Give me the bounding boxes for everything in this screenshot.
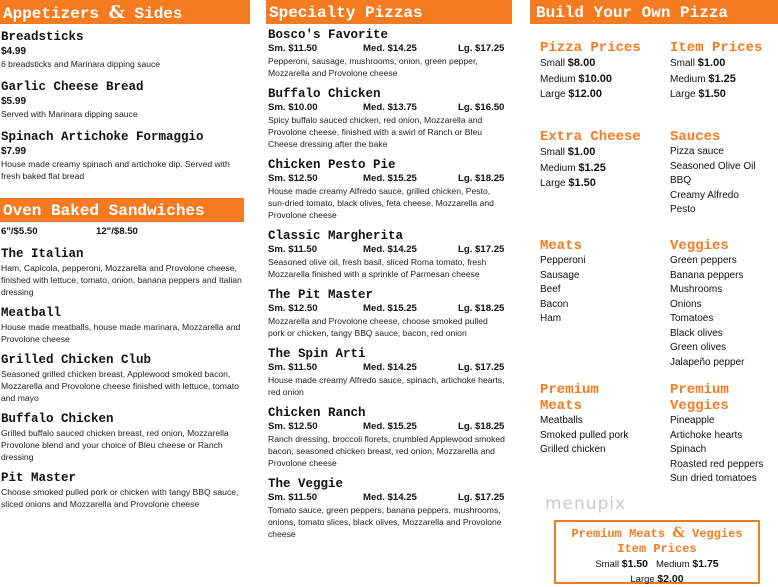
list-item: Spinach (670, 444, 707, 455)
list-item: Mushrooms (670, 284, 723, 295)
list-item: The Veggie Sm. $11.50 Med. $14.25 Lg. $17.25 Tomato sauce, green peppers, banana peppers, mushrooms, onions, tomato slices, black olives, Mozzarella and Provolone cheese (268, 477, 505, 539)
list-item: Chicken Pesto Pie Sm. $12.50 Med. $15.25 Lg. $18.25 House made creamy Alfredo sauce, grilled chicken, Pesto, sun-dried tomato, black olives, feta cheese, Mozzarella and Provolone cheese (268, 158, 505, 220)
list-item: Chicken Ranch Sm. $12.50 Med. $15.25 Lg. $18.25 Ranch dressing, broccoli florets, crumbled Applewood smoked bacon, seasoned chicken breast, red onion, Mozzarella and Provolone cheese (268, 406, 505, 468)
right-column (530, 0, 778, 24)
list-item: Spinach Artichoke Formaggio $7.99 House made creamy spinach and artichoke dip. Served with fresh baked flat bread (1, 130, 230, 181)
list-item: Buffalo Chicken Sm. $10.00 Med. $13.75 Lg. $16.50 Spicy buffalo sauced chicken, red onion, Mozzarella and Provolone cheese, finished with a swirl of Ranch or Bleu Cheese dressing after the bake (268, 87, 505, 149)
list-item: Meatball House made meatballs, house made marinara, Mozzarella and Provolone cheese (1, 306, 241, 344)
list-item: The Spin Arti Sm. $11.50 Med. $14.25 Lg. $17.25 House made creamy Alfredo sauce, spinach, artichoke hearts, red onion (268, 347, 505, 397)
list-item: Meatballs (540, 415, 583, 426)
list-item: Classic Margherita Sm. $11.50 Med. $14.25 Lg. $17.25 Seasoned olive oil, fresh basil, sliced Roma tomato, fresh Mozzarella finished with a sprinkle of Parmesan cheese (268, 229, 505, 279)
list-item: Smoked pulled pork (540, 429, 629, 441)
list-item: Pepperoni (540, 255, 586, 266)
appetizers-header: Appetizers & Sides (0, 0, 250, 24)
list-item: Banana peppers (670, 269, 744, 281)
list-item: Tomatoes (670, 313, 714, 324)
list-item: Pineapple (670, 415, 715, 426)
list-item: Grilled Chicken Club Seasoned grilled chicken breast, Applewood smoked bacon, Mozzarella and Provolone cheese finished with lettuce, tomato and mayo (1, 353, 239, 403)
premium-meats: Premium Meats Meatballs Smoked pulled pork Grilled chicken (540, 382, 628, 458)
list-item: Breadsticks $4.99 6 breadsticks and Marinara dipping sauce (1, 30, 161, 69)
sauces: Sauces Pizza sauce Seasoned Olive Oil BBQ Creamy Alfredo Pesto (670, 129, 756, 218)
list-item: Roasted red peppers (670, 458, 764, 470)
premium-prices-box: Premium Meats & Veggies Item Prices Small $1.50 Medium $1.75 Large $2.00 (554, 520, 760, 584)
list-item: Bacon (540, 298, 569, 310)
left-column (0, 0, 250, 510)
list-item: Black olives (670, 327, 723, 339)
list-item: Bosco's Favorite Sm. $11.50 Med. $14.25 Lg. $17.25 Pepperoni, sausage, mushrooms, onion, green pepper, Mozzarella and Provolone cheese (268, 28, 505, 78)
list-item: BBQ (670, 175, 692, 186)
extra-cheese: Extra Cheese Small $1.00 Medium $1.25 Large $1.50 (540, 129, 641, 189)
list-item: Ham (540, 313, 562, 324)
sandwich-sizes: 6"/$5.50 12"/$8.50 (1, 226, 138, 237)
premium-veggies: Premium Veggies Pineapple Artichoke hearts Spinach Roasted red peppers Sun dried tomatoes (670, 382, 763, 487)
list-item: The Italian Ham, Capicola, pepperoni, Mozzarella and Provolone cheese, finished with lettuce, tomato, onion, banana peppers and Italian dressing (1, 247, 242, 297)
list-item: Sausage (540, 269, 580, 281)
pizzas-header: Specialty Pizzas (266, 0, 512, 24)
item-prices: Item Prices Small $1.00 Medium $1.25 Large $1.50 (670, 40, 763, 100)
list-item: Beef (540, 284, 561, 295)
list-item: Pit Master Choose smoked pulled pork or chicken with tangy BBQ sauce, sliced onions and Mozzarella and Provolone cheese (1, 471, 239, 509)
sandwiches-header: Oven Baked Sandwiches (0, 198, 244, 222)
list-item: Green peppers (670, 255, 737, 266)
list-item: Garlic Cheese Bread $5.99 Served with Marinara dipping sauce (1, 80, 144, 119)
list-item: Pesto (670, 204, 696, 215)
list-item: Green olives (670, 342, 727, 353)
veggies: Veggies Green peppers Banana peppers Mushrooms Onions Tomatoes Black olives Green olives Jalapeño pepper (670, 238, 745, 370)
pizza-prices: Pizza Prices Small $8.00 Medium $10.00 Large $12.00 (540, 40, 641, 100)
list-item: Grilled chicken (540, 444, 606, 455)
list-item: Jalapeño pepper (670, 356, 745, 368)
list-item: Creamy Alfredo (670, 189, 739, 201)
middle-column (266, 0, 512, 540)
list-item: Sun dried tomatoes (670, 473, 757, 484)
list-item: Pizza sauce (670, 146, 724, 157)
meats: Meats Pepperoni Sausage Beef Bacon Ham (540, 238, 586, 327)
watermark: menupix (545, 494, 627, 514)
list-item: Buffalo Chicken Grilled buffalo sauced chicken breast, red onion, Mozzarella Provolone blend and your choice of Bleu cheese or Ranch dressing (1, 412, 229, 462)
list-item: Seasoned Olive Oil (670, 160, 756, 172)
pizza-list (266, 28, 512, 540)
list-item: Onions (670, 298, 702, 310)
byo-header: Build Your Own Pizza (530, 0, 778, 24)
list-item: Artichoke hearts (670, 429, 743, 441)
list-item: The Pit Master Sm. $12.50 Med. $15.25 Lg. $18.25 Mozzarella and Provolone cheese, choose smoked pulled pork or chicken, tangy BBQ sauce, bacon, red onion (268, 288, 505, 338)
